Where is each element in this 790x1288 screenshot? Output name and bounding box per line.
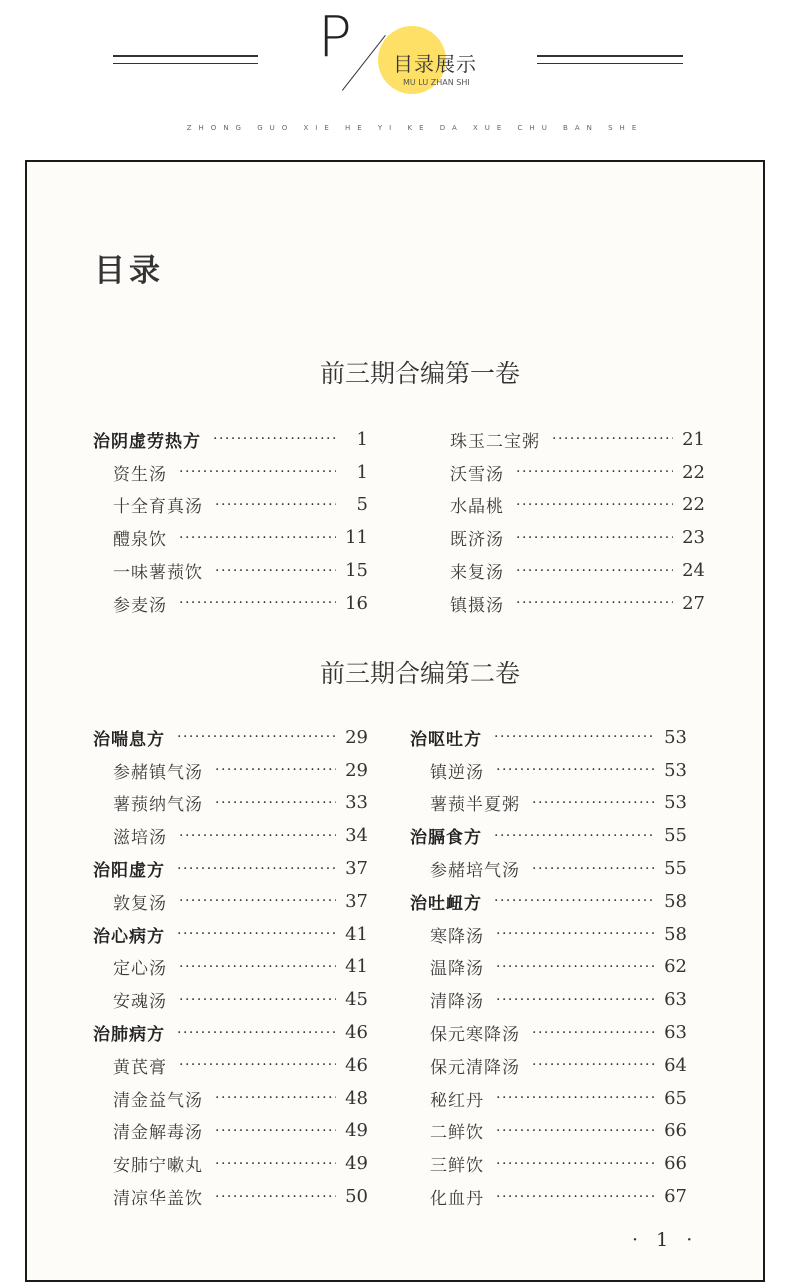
entry-title: 安肺宁嗽丸 <box>113 1156 203 1177</box>
dot-leader <box>215 1189 336 1205</box>
entry-title: 十全育真汤 <box>113 497 203 518</box>
entry-page-number: 45 <box>345 989 368 1011</box>
entry-title: 清凉华盖饮 <box>113 1189 203 1210</box>
entry-page-number: 37 <box>345 890 368 912</box>
dot-leader <box>496 1189 655 1205</box>
dot-leader <box>532 1057 655 1073</box>
entry-page-number: 65 <box>664 1087 687 1109</box>
entry-page-number: 24 <box>682 560 705 582</box>
entry-page-number: 49 <box>345 1153 368 1175</box>
toc-entry <box>410 1180 687 1213</box>
entry-title: 治肺病方 <box>93 1025 165 1046</box>
entry-title: 治阳虚方 <box>93 861 165 882</box>
entry-page-number: 58 <box>664 890 687 912</box>
entry-page-number: 11 <box>345 527 368 549</box>
dot-leader <box>179 595 336 611</box>
volume-1-title: 前三期合编第一卷 <box>319 359 520 388</box>
entry-title: 秘红丹 <box>430 1090 484 1111</box>
entry-page-number: 23 <box>682 527 705 549</box>
entry-page-number: 46 <box>345 1022 368 1044</box>
toc-entry <box>410 983 687 1016</box>
entry-page-number: 22 <box>682 494 705 516</box>
toc-entry <box>93 456 368 489</box>
entry-title: 清金益气汤 <box>113 1090 203 1111</box>
entry-page-number: 15 <box>345 560 368 582</box>
entry-page-number: 58 <box>664 923 687 945</box>
toc-entry <box>93 1180 368 1213</box>
page-number: · 1 · <box>632 1229 699 1251</box>
dot-leader <box>516 530 673 546</box>
dot-leader <box>496 926 655 942</box>
entry-title: 三鲜饮 <box>430 1156 484 1177</box>
entry-title: 寒降汤 <box>430 926 484 947</box>
entry-title: 镇逆汤 <box>430 762 484 783</box>
dot-leader <box>494 828 655 844</box>
entry-title: 镇摄汤 <box>450 595 504 616</box>
entry-page-number: 48 <box>345 1087 368 1109</box>
volume-1-right-column <box>430 423 705 620</box>
entry-page-number: 49 <box>345 1120 368 1142</box>
toc-category-entry <box>93 1016 368 1049</box>
toc-entry <box>93 554 368 587</box>
dot-leader <box>496 1090 655 1106</box>
toc-entry <box>93 521 368 554</box>
toc-entry <box>410 1147 687 1180</box>
toc-category-entry <box>93 918 368 951</box>
entry-title: 治膈食方 <box>410 828 482 849</box>
toc-category-entry <box>93 423 368 456</box>
book-page-scan <box>25 160 765 1282</box>
toc-category-entry <box>410 885 687 918</box>
entry-page-number: 55 <box>664 825 687 847</box>
volume-2-left-column <box>93 721 368 1213</box>
entry-title: 来复汤 <box>450 563 504 584</box>
entry-page-number: 41 <box>345 956 368 978</box>
dot-leader <box>552 431 673 447</box>
dot-leader <box>494 729 655 745</box>
entry-page-number: 27 <box>682 592 705 614</box>
entry-page-number: 5 <box>356 494 368 516</box>
decorative-double-line-right <box>537 55 683 64</box>
volume-2-title: 前三期合编第二卷 <box>319 659 520 688</box>
toc-entry <box>410 1016 687 1049</box>
toc-entry <box>93 1115 368 1148</box>
toc-title: 目录 <box>94 253 164 289</box>
toc-entry <box>93 1147 368 1180</box>
dot-leader <box>215 563 336 579</box>
toc-entry <box>93 951 368 984</box>
entry-page-number: 1 <box>356 461 368 483</box>
entry-title: 滋培汤 <box>113 828 167 849</box>
toc-entry <box>430 587 705 620</box>
entry-page-number: 33 <box>345 792 368 814</box>
dot-leader <box>516 595 673 611</box>
dot-leader <box>532 795 655 811</box>
entry-page-number: 22 <box>682 461 705 483</box>
entry-title: 醴泉饮 <box>113 530 167 551</box>
entry-page-number: 62 <box>664 956 687 978</box>
dot-leader <box>179 959 336 975</box>
dot-leader <box>179 992 336 1008</box>
toc-entry <box>93 489 368 522</box>
toc-entry <box>93 983 368 1016</box>
toc-entry <box>430 423 705 456</box>
entry-title: 保元清降汤 <box>430 1057 520 1078</box>
dot-leader <box>179 530 336 546</box>
volume-2-right-column <box>410 721 687 1213</box>
entry-page-number: 29 <box>345 726 368 748</box>
entry-page-number: 37 <box>345 858 368 880</box>
dot-leader <box>516 464 673 480</box>
dot-leader <box>215 1123 336 1139</box>
entry-page-number: 53 <box>664 759 687 781</box>
entry-title: 安魂汤 <box>113 992 167 1013</box>
entry-title: 参麦汤 <box>113 595 167 616</box>
entry-title: 治呕吐方 <box>410 729 482 750</box>
dot-leader <box>516 563 673 579</box>
toc-entry <box>93 587 368 620</box>
dot-leader <box>215 1090 336 1106</box>
entry-page-number: 53 <box>664 792 687 814</box>
toc-entry <box>410 787 687 820</box>
toc-entry <box>93 819 368 852</box>
toc-entry <box>410 918 687 951</box>
entry-title: 资生汤 <box>113 464 167 485</box>
entry-title: 二鲜饮 <box>430 1123 484 1144</box>
volume-1-left-column <box>93 423 368 620</box>
entry-page-number: 66 <box>664 1120 687 1142</box>
dot-leader <box>213 431 336 447</box>
entry-title: 参赭培气汤 <box>430 861 520 882</box>
entry-page-number: 63 <box>664 1022 687 1044</box>
entry-title: 黄芪膏 <box>113 1057 167 1078</box>
toc-category-entry <box>93 721 368 754</box>
entry-page-number: 53 <box>664 726 687 748</box>
entry-page-number: 16 <box>345 592 368 614</box>
entry-title: 治心病方 <box>93 926 165 947</box>
entry-page-number: 41 <box>345 923 368 945</box>
entry-title: 珠玉二宝粥 <box>450 431 540 452</box>
banner-subtitle: MU LU ZHAN SHI <box>403 78 470 87</box>
dot-leader <box>177 1025 336 1041</box>
header-banner <box>0 0 790 150</box>
dot-leader <box>179 1057 336 1073</box>
toc-entry <box>410 852 687 885</box>
entry-page-number: 50 <box>345 1186 368 1208</box>
toc-category-entry <box>410 721 687 754</box>
dot-leader <box>496 762 655 778</box>
decorative-double-line-left <box>113 55 258 64</box>
dot-leader <box>177 861 336 877</box>
toc-entry <box>410 1115 687 1148</box>
entry-page-number: 1 <box>356 428 368 450</box>
entry-title: 水晶桃 <box>450 497 504 518</box>
toc-entry <box>93 1082 368 1115</box>
entry-title: 治吐衄方 <box>410 893 482 914</box>
entry-page-number: 21 <box>682 428 705 450</box>
entry-title: 温降汤 <box>430 959 484 980</box>
dot-leader <box>179 893 336 909</box>
toc-entry <box>430 521 705 554</box>
entry-title: 清金解毒汤 <box>113 1123 203 1144</box>
entry-title: 沃雪汤 <box>450 464 504 485</box>
entry-title: 参赭镇气汤 <box>113 762 203 783</box>
toc-entry <box>410 754 687 787</box>
dot-leader <box>532 861 655 877</box>
toc-entry <box>430 456 705 489</box>
entry-page-number: 29 <box>345 759 368 781</box>
dot-leader <box>215 497 336 513</box>
entry-title: 保元寒降汤 <box>430 1025 520 1046</box>
toc-entry <box>93 787 368 820</box>
entry-title: 治阴虚劳热方 <box>93 431 201 452</box>
toc-entry <box>93 754 368 787</box>
dot-leader <box>215 1156 336 1172</box>
entry-title: 薯蓣纳气汤 <box>113 795 203 816</box>
toc-category-entry <box>410 819 687 852</box>
entry-page-number: 46 <box>345 1054 368 1076</box>
entry-title: 既济汤 <box>450 530 504 551</box>
entry-page-number: 63 <box>664 989 687 1011</box>
dot-leader <box>532 1025 655 1041</box>
dot-leader <box>177 729 336 745</box>
entry-title: 定心汤 <box>113 959 167 980</box>
entry-title: 薯蓣半夏粥 <box>430 795 520 816</box>
dot-leader <box>496 1156 655 1172</box>
toc-entry <box>410 1049 687 1082</box>
entry-page-number: 55 <box>664 858 687 880</box>
entry-title: 化血丹 <box>430 1189 484 1210</box>
entry-title: 一味薯蓣饮 <box>113 563 203 584</box>
entry-title: 治喘息方 <box>93 729 165 750</box>
dot-leader <box>177 926 336 942</box>
toc-category-entry <box>93 852 368 885</box>
entry-page-number: 34 <box>345 825 368 847</box>
dot-leader <box>494 893 655 909</box>
dot-leader <box>516 497 673 513</box>
publisher-pinyin: ZHONG GUO XIE HE YI KE DA XUE CHU BAN SHE <box>186 124 644 132</box>
entry-title: 清降汤 <box>430 992 484 1013</box>
toc-entry <box>410 951 687 984</box>
dot-leader <box>215 795 336 811</box>
dot-leader <box>496 959 655 975</box>
toc-entry <box>430 489 705 522</box>
dot-leader <box>179 464 336 480</box>
entry-page-number: 67 <box>664 1186 687 1208</box>
toc-entry <box>430 554 705 587</box>
entry-page-number: 66 <box>664 1153 687 1175</box>
banner-letter: P <box>318 5 352 70</box>
banner-title: 目录展示 <box>393 52 477 76</box>
dot-leader <box>496 992 655 1008</box>
entry-title: 敦复汤 <box>113 893 167 914</box>
toc-entry <box>93 1049 368 1082</box>
entry-page-number: 64 <box>664 1054 687 1076</box>
dot-leader <box>496 1123 655 1139</box>
toc-entry <box>93 885 368 918</box>
toc-entry <box>410 1082 687 1115</box>
dot-leader <box>179 828 336 844</box>
dot-leader <box>215 762 336 778</box>
